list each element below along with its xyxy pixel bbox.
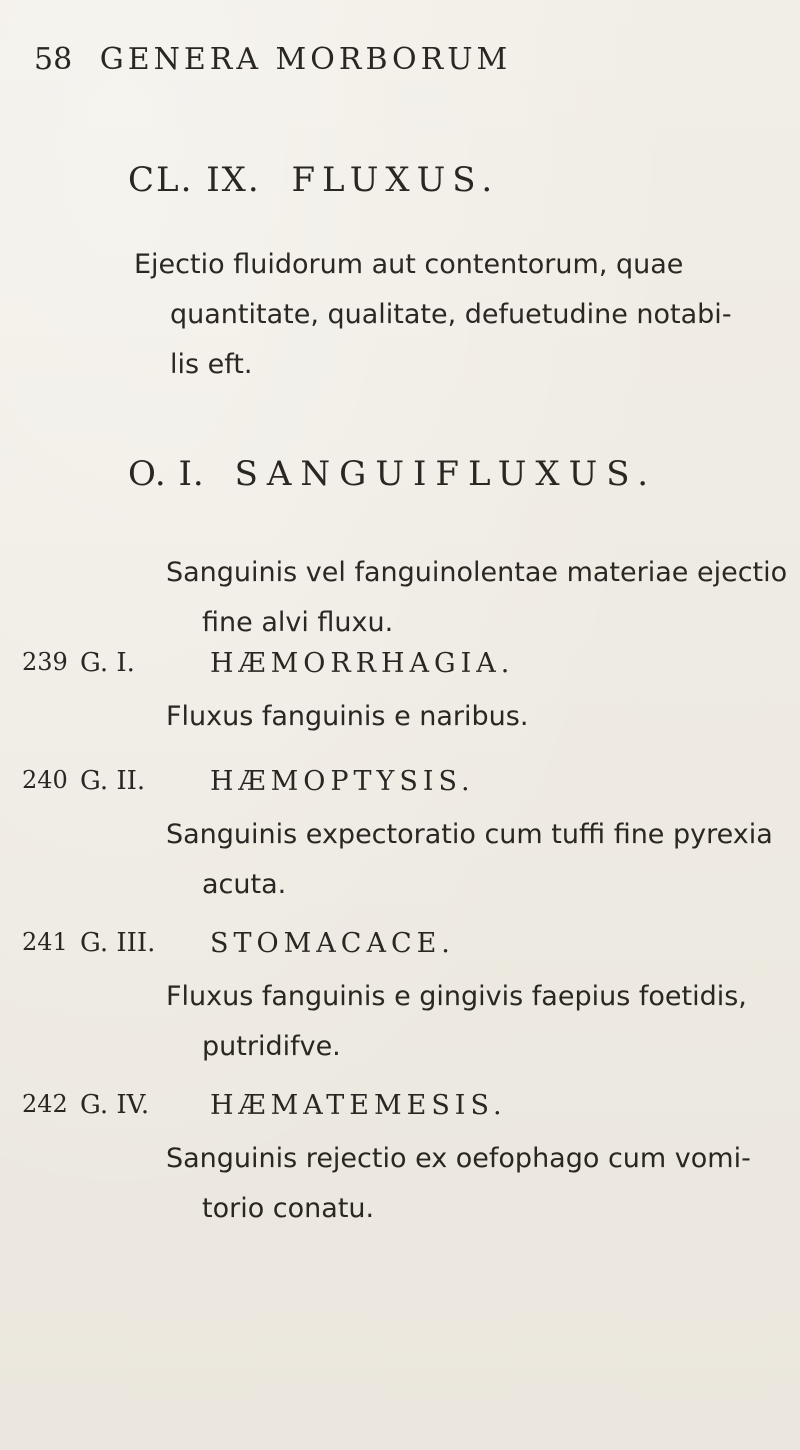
genus-definition-line: acuta. bbox=[202, 869, 287, 900]
genus-definition-line: putridifve. bbox=[202, 1031, 341, 1062]
genus-definition-line: Sanguinis rejectio ex oefophago cum vomi- bbox=[166, 1143, 751, 1174]
order-definition-line: Sanguinis vel fanguinolentae materiae ejectio bbox=[166, 557, 788, 588]
genus-number: 239 bbox=[22, 648, 68, 676]
genus-name: HÆMATEMESIS. bbox=[210, 1090, 507, 1121]
class-heading bbox=[128, 160, 499, 200]
class-definition-line: quantitate, qualitate, defuetudine notabi- bbox=[170, 299, 732, 330]
class-definition-line: lis eft. bbox=[170, 349, 253, 380]
genus-definition-line: Sanguinis expectoratio cum tuffi fine pyrexia bbox=[166, 819, 773, 850]
genus-number: 242 bbox=[22, 1090, 68, 1118]
class-name: FLUXUS. bbox=[291, 160, 500, 200]
genus-definition-line: Fluxus fanguinis e gingivis faepius foetidis, bbox=[166, 981, 747, 1012]
genus-name: HÆMORRHAGIA. bbox=[210, 648, 515, 679]
genus-definition-line: torio conatu. bbox=[202, 1193, 375, 1224]
genus-name: STOMACACE. bbox=[210, 928, 455, 959]
genus-label: G. I. bbox=[80, 648, 135, 678]
order-label: O. I. bbox=[128, 454, 205, 494]
genus-heading bbox=[0, 766, 800, 810]
running-head-title: GENERA MORBORUM bbox=[99, 42, 512, 77]
genus-number: 240 bbox=[22, 766, 68, 794]
class-label: CL. IX. bbox=[128, 160, 261, 200]
genus-heading bbox=[0, 928, 800, 972]
genus-label: G. II. bbox=[80, 766, 146, 796]
genus-definition bbox=[166, 810, 786, 910]
genus-definition-line: Fluxus fanguinis e naribus. bbox=[166, 701, 529, 732]
genus-number: 241 bbox=[22, 928, 68, 956]
genus-heading bbox=[0, 648, 800, 692]
order-heading bbox=[128, 454, 657, 494]
class-definition bbox=[134, 240, 774, 390]
genus-definition bbox=[166, 692, 786, 742]
genus-definition bbox=[166, 1134, 786, 1234]
genus-name: HÆMOPTYSIS. bbox=[210, 766, 475, 797]
order-definition bbox=[166, 548, 788, 648]
genus-definition bbox=[166, 972, 786, 1072]
genus-heading bbox=[0, 1090, 800, 1134]
genus-label: G. IV. bbox=[80, 1090, 150, 1120]
page-number: 58 bbox=[34, 42, 73, 77]
order-name: SANGUIFLUXUS. bbox=[234, 454, 658, 494]
class-definition-line: Ejectio fluidorum aut contentorum, quae bbox=[134, 249, 684, 280]
order-definition-line: fine alvi fluxu. bbox=[202, 607, 394, 638]
genus-label: G. III. bbox=[80, 928, 156, 958]
running-head bbox=[34, 42, 511, 77]
